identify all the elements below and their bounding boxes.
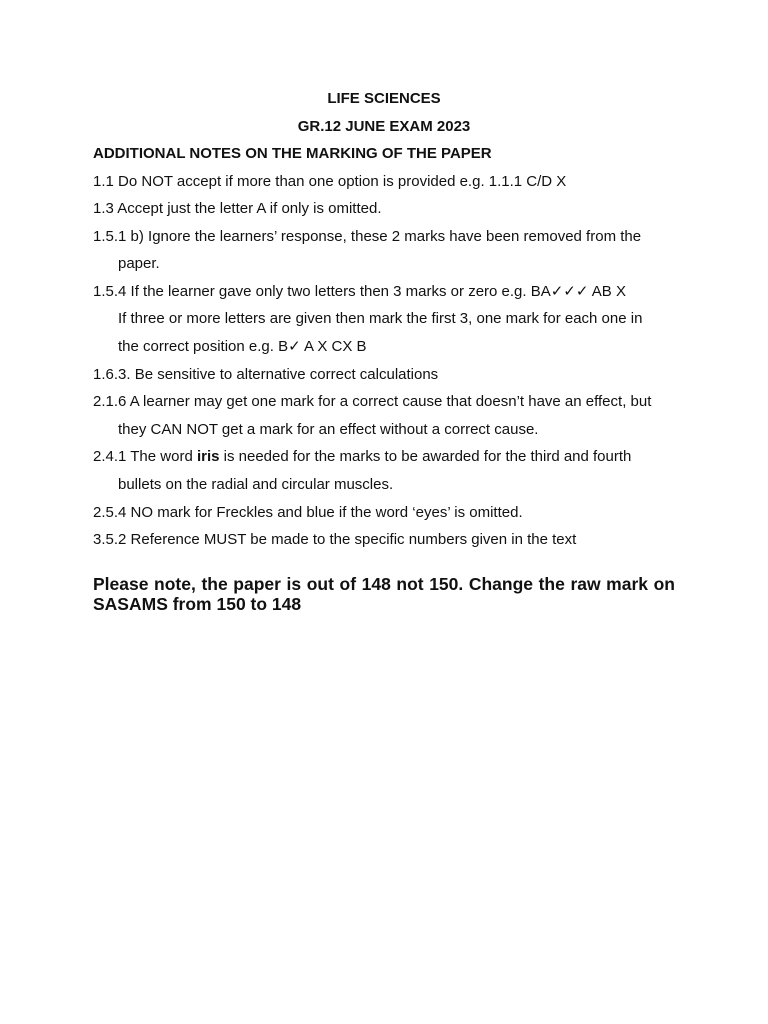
- note-1-5-4-line3: the correct position e.g. B✓ A X CX B: [118, 338, 367, 356]
- note-2-4-1-line2: bullets on the radial and circular muscles.: [118, 476, 394, 494]
- note-2-1-6-line1: 2.1.6 A learner may get one mark for a correct cause that doesn’t have an effect, but: [93, 393, 652, 411]
- note-1-6-3: 1.6.3. Be sensitive to alternative correct calculations: [93, 365, 439, 383]
- document-title: LIFE SCIENCES: [327, 90, 441, 107]
- note-2-1-6-line2: they CAN NOT get a mark for an effect without a correct cause.: [118, 420, 539, 438]
- final-note: Please note, the paper is out of 148 not 150. Change the raw mark on SASAMS from 150 to 148: [93, 573, 675, 614]
- note-1-5-1-line2: paper.: [118, 255, 160, 273]
- note-1-5-4-line1: 1.5.4 If the learner gave only two letters then 3 marks or zero e.g. BA✓✓✓ AB X: [93, 282, 626, 300]
- note-1-1: 1.1 Do NOT accept if more than one option is provided e.g. 1.1.1 C/D X: [93, 172, 567, 190]
- document-subtitle: GR.12 JUNE EXAM 2023: [297, 117, 471, 135]
- note-2-4-1-pre: 2.4.1 The word: [93, 448, 197, 466]
- document-page: [93, 85, 675, 614]
- note-1-5-4-line2: If three or more letters are given then mark the first 3, one mark for each one in: [118, 310, 643, 328]
- note-2-4-1-keyword: iris: [196, 448, 220, 466]
- note-2-5-4: 2.5.4 NO mark for Freckles and blue if the word ‘eyes’ is omitted.: [93, 503, 523, 521]
- note-3-5-2: 3.5.2 Reference MUST be made to the specific numbers given in the text: [93, 531, 577, 549]
- note-2-4-1-post: is needed for the marks to be awarded for the third and fourth: [219, 448, 632, 466]
- note-2-4-1-line1: [93, 443, 675, 471]
- note-1-5-1-line1: 1.5.1 b) Ignore the learners’ response, these 2 marks have been removed from the: [93, 227, 642, 245]
- note-1-3: 1.3 Accept just the letter A if only is omitted.: [93, 200, 382, 218]
- notes-heading: ADDITIONAL NOTES ON THE MARKING OF THE PAPER: [93, 145, 492, 162]
